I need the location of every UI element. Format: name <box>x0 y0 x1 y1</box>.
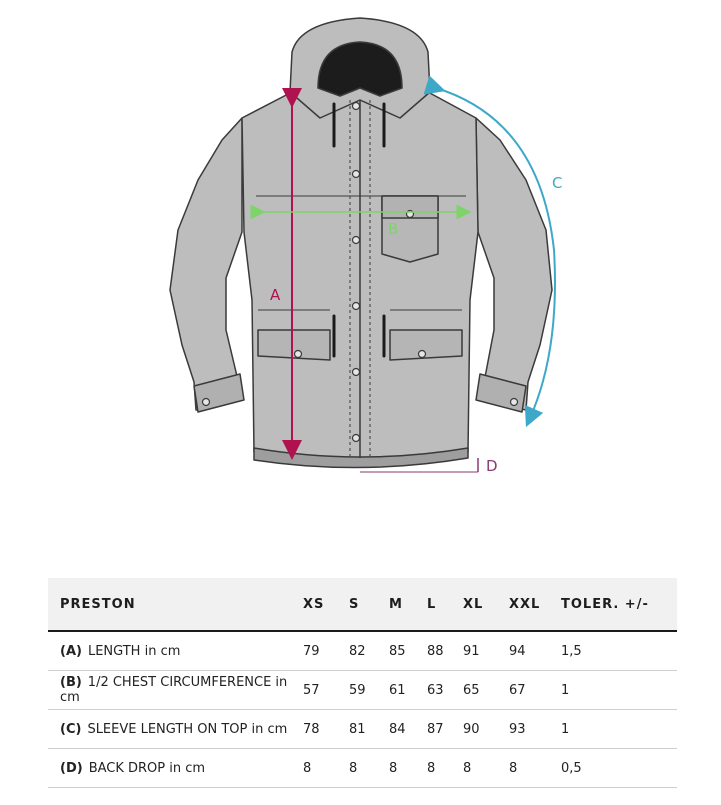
size-header-s: S <box>349 578 389 631</box>
cell-value: 59 <box>349 671 389 710</box>
cell-value: 82 <box>349 631 389 671</box>
size-header-l: L <box>427 578 463 631</box>
cell-value: 87 <box>427 710 463 749</box>
row-code: (B) <box>60 675 82 690</box>
row-code: (A) <box>60 643 82 659</box>
cell-value: 90 <box>463 710 509 749</box>
table-row <box>48 749 677 788</box>
measure-label-c: C <box>552 174 563 192</box>
cell-value: 8 <box>463 749 509 788</box>
cell-tolerance: 1,5 <box>561 631 677 671</box>
row-name: LENGTH in cm <box>87 643 181 659</box>
left-sleeve <box>170 118 242 410</box>
size-header-xs: XS <box>303 578 349 631</box>
size-header-xxl: XXL <box>509 578 561 631</box>
row-code: (D) <box>60 760 83 776</box>
row-label <box>48 671 303 710</box>
tolerance-header: TOLER. +/- <box>561 578 677 631</box>
row-name: 1/2 CHEST CIRCUMFERENCE in cm <box>60 675 288 705</box>
cell-value: 65 <box>463 671 509 710</box>
size-header-xl: XL <box>463 578 509 631</box>
cell-value: 88 <box>427 631 463 671</box>
size-header-m: M <box>389 578 427 631</box>
row-label <box>48 631 303 671</box>
cell-value: 93 <box>509 710 561 749</box>
cell-value: 91 <box>463 631 509 671</box>
jacket-illustration <box>170 18 552 468</box>
row-name: BACK DROP in cm <box>88 760 206 776</box>
left-pocket <box>258 330 330 360</box>
product-name: PRESTON <box>48 578 303 631</box>
measure-label-a: A <box>270 286 281 304</box>
cell-value: 8 <box>427 749 463 788</box>
row-label <box>48 710 303 749</box>
cell-value: 8 <box>303 749 349 788</box>
right-pocket <box>390 330 462 360</box>
cell-value: 94 <box>509 631 561 671</box>
measure-label-b: B <box>388 220 399 238</box>
cell-value: 78 <box>303 710 349 749</box>
row-label <box>48 749 303 788</box>
cell-tolerance: 1 <box>561 671 677 710</box>
table-row <box>48 671 677 710</box>
cell-value: 8 <box>509 749 561 788</box>
cell-value: 84 <box>389 710 427 749</box>
cell-value: 85 <box>389 631 427 671</box>
cell-value: 8 <box>349 749 389 788</box>
table-row <box>48 710 677 749</box>
cell-tolerance: 0,5 <box>561 749 677 788</box>
right-sleeve <box>476 118 552 410</box>
table-header-row <box>48 578 677 631</box>
cell-value: 57 <box>303 671 349 710</box>
row-code: (C) <box>60 721 82 737</box>
cell-value: 79 <box>303 631 349 671</box>
cell-value: 67 <box>509 671 561 710</box>
cell-value: 8 <box>389 749 427 788</box>
table-row <box>48 631 677 671</box>
cell-value: 63 <box>427 671 463 710</box>
cell-value: 81 <box>349 710 389 749</box>
cell-value: 61 <box>389 671 427 710</box>
row-name: SLEEVE LENGTH ON TOP in cm <box>87 721 288 737</box>
size-chart-table <box>48 578 677 788</box>
cell-tolerance: 1 <box>561 710 677 749</box>
measure-label-d: D <box>486 457 498 475</box>
